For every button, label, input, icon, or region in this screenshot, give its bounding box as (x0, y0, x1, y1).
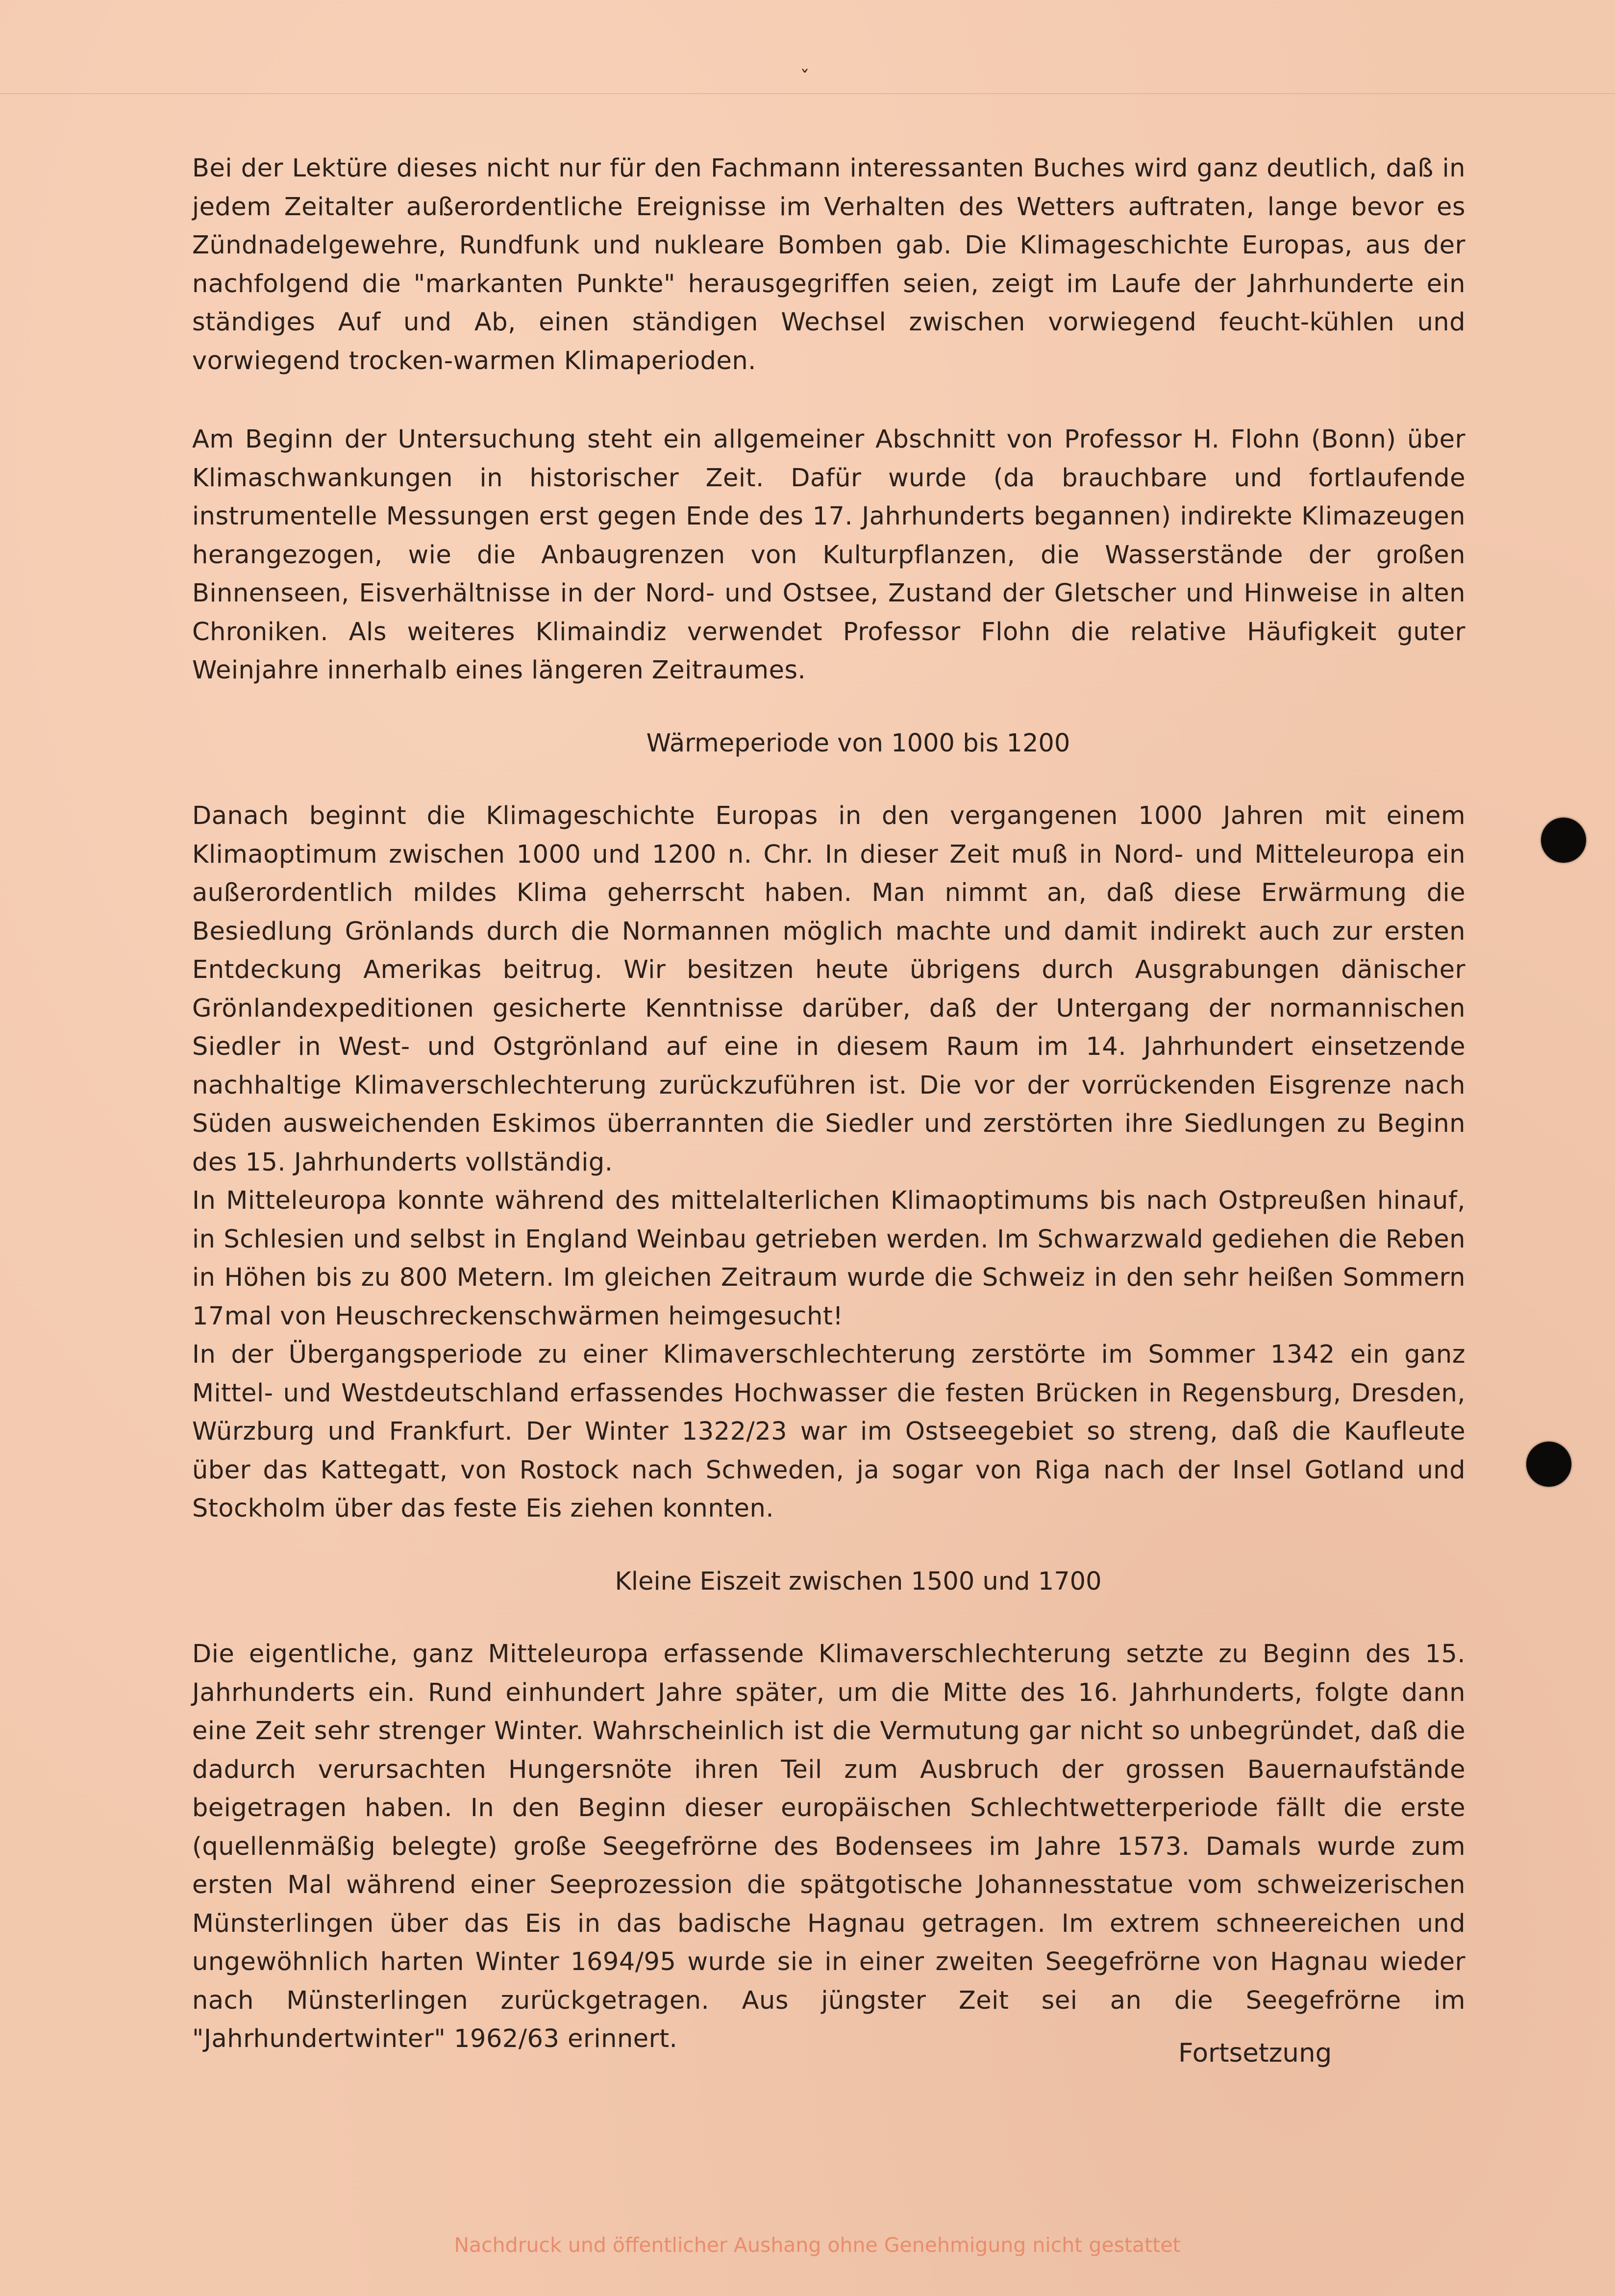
paragraph-transition: In der Übergangsperiode zu einer Klimaverschlechterung zerstörte im Sommer 1342 ein ganz Mittel- und Westdeutschland erfassendes Hochwasser die festen Brücken in Regensburg, Dresden, Würzburg und Frankfurt. Der Winter 1322/23 war im Ostseegebiet so streng, daß die Kaufleute über das Kattegatt, von Rostock nach Schweden, ja sogar von Riga nach der Insel Gotland und Stockholm über das feste Eis ziehen konnten. (192, 1340, 1466, 1523)
paragraph-flohn: Am Beginn der Untersuchung steht ein allgemeiner Abschnitt von Professor H. Flohn (Bonn) über Klimaschwankungen in historischer Zeit. Dafür wurde (da brauchbare und fortlaufende instrumentelle Messungen erst gegen Ende des 17. Jahrhunderts begannen) indirekte Klimazeugen herangezogen, wie die Anbaugrenzen von Kulturpflanzen, die Wasserstände der großen Binnenseen, Eisverhältnisse in der Nord- und Ostsee, Zustand der Gletscher und Hinweise in alten Chroniken. Als weiteres Klimaindiz verwendet Professor Flohn die relative Häufigkeit guter Weinjahre innerhalb eines längeren Zeitraumes. (192, 425, 1466, 685)
paragraph-intro: Bei der Lektüre dieses nicht nur für den Fachmann interessanten Buches wird ganz deutlich, daß in jedem Zeitalter außerordentliche Ereignisse im Verhalten des Wetters auftraten, lange bevor es Zündnadelgewehre, Rundfunk und nukleare Bomben gab. Die Klimageschichte Europas, aus der nachfolgend die "markanten Punkte" herausgegriffen seien, zeigt im Laufe der Jahrhunderte ein ständiges Auf und Ab, einen ständigen Wechsel zwischen vorwiegend feucht-kühlen und vorwiegend trocken-warmen Klimaperioden. (192, 154, 1466, 375)
document-body (192, 150, 1466, 2059)
section-heading-little-ice-age: Kleine Eiszeit zwischen 1500 und 1700 (615, 1567, 1102, 1596)
page-number-mark: ˇ (800, 67, 810, 90)
paragraph-central-europe: In Mitteleuropa konnte während des mittelalterlichen Klimaoptimums bis nach Ostpreußen hinauf, in Schlesien und selbst in England Weinbau getrieben werden. Im Schwarzwald gediehen die Reben in Höhen bis zu 800 Metern. Im gleichen Zeitraum wurde die Schweiz in den sehr heißen Sommern 17mal von Heuschreckenschwärmen heimgesucht! (192, 1186, 1466, 1331)
paragraph-climate-optimum: Danach beginnt die Klimageschichte Europas in den vergangenen 1000 Jahren mit einem Klimaoptimum zwischen 1000 und 1200 n. Chr. In dieser Zeit muß in Nord- und Mitteleuropa ein außerordentlich mildes Klima geherrscht haben. Man nimmt an, daß diese Erwärmung die Besiedlung Grönlands durch die Normannen möglich machte und damit indirekt auch zur ersten Entdeckung Amerikas beitrug. Wir besitzen heute übrigens durch Ausgrabungen dänischer Grönlandexpeditionen gesicherte Kenntnisse darüber, daß der Untergang der normannischen Siedler in West- und Ostgrönland auf eine in diesem Raum im 14. Jahrhundert einsetzende nachhaltige Klimaverschlechterung zurückzuführen ist. Die vor der vorrückenden Eisgrenze nach Süden ausweichenden Eskimos überrannten die Siedler und zerstörten ihre Siedlungen zu Beginn des 15. Jahrhunderts vollständig. (192, 801, 1466, 1177)
section-heading-warm-period: Wärmeperiode von 1000 bis 1200 (646, 728, 1070, 758)
punch-hole-upper (1541, 818, 1586, 863)
copyright-footer: Nachdruck und öffentlicher Aushang ohne Genehmigung nicht gestattet (454, 2233, 1181, 2257)
punch-hole-lower (1526, 1442, 1571, 1487)
continued-label: Fortsetzung (1178, 2038, 1332, 2068)
page-edge-rule (0, 93, 1615, 94)
paragraph-little-ice-age: Die eigentliche, ganz Mitteleuropa erfassende Klimaverschlechterung setzte zu Beginn des 15. Jahrhunderts ein. Rund einhundert Jahre später, um die Mitte des 16. Jahrhunderts, folgte dann eine Zeit sehr strenger Winter. Wahrscheinlich ist die Vermutung gar nicht so unbegründet, daß die dadurch verursachten Hungersnöte ihren Teil zum Ausbruch der grossen Bauernaufstände beigetragen haben. In den Beginn dieser europäischen Schlechtwetterperiode fällt die erste (quellenmäßig belegte) große Seegefrörne des Bodensees im Jahre 1573. Damals wurde zum ersten Mal während einer Seeprozession die spätgotische Johannesstatue vom schweizerischen Münsterlingen über das Eis in das badische Hagnau getragen. Im extrem schneereichen und ungewöhnlich harten Winter 1694/95 wurde sie in einer zweiten Seegefrörne von Hagnau wieder nach Münsterlingen zurückgetragen. Aus jüngster Zeit sei an die Seegefrörne im "Jahrhundertwinter" 1962/63 erinnert. (192, 1640, 1466, 2053)
